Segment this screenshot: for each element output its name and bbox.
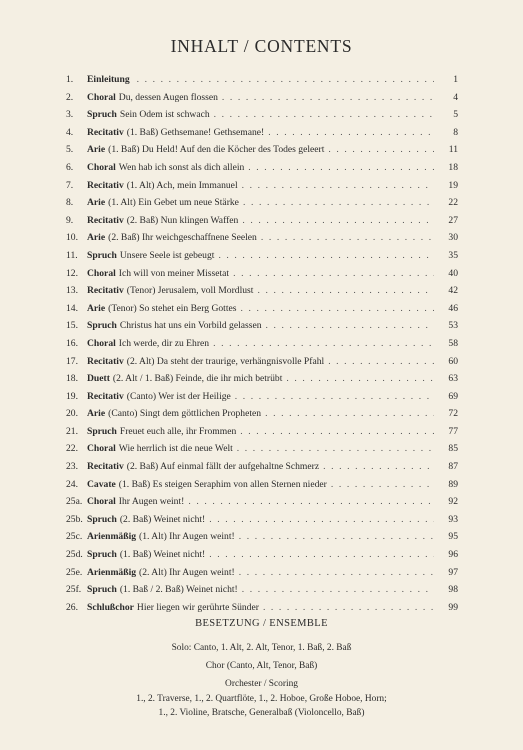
toc-entry	[66, 124, 458, 142]
entry-title: Unsere Seele ist gebeugt	[119, 249, 215, 261]
entry-type: Choral	[87, 161, 116, 173]
toc-entry	[66, 370, 458, 388]
entry-page-number: 1	[453, 74, 458, 85]
entry-type: Spruch	[87, 249, 117, 261]
entry-number: 13.	[66, 285, 78, 297]
entry-number: 25a.	[66, 496, 83, 508]
entry-type: Choral	[87, 91, 116, 103]
toc-entry	[66, 106, 458, 124]
entry-title: (Tenor) Jerusalem, voll Mordlust	[126, 285, 254, 297]
entry-number: 17.	[66, 355, 78, 367]
entry-page-number: 30	[448, 232, 458, 244]
entry-number: 26.	[66, 601, 78, 613]
dot-leader	[323, 458, 434, 476]
entry-number: 9.	[66, 214, 74, 226]
ensemble-chor: Chor (Canto, Alt, Tenor, Baß)	[205, 661, 318, 672]
dot-leader	[137, 71, 434, 89]
entry-number: 25f.	[66, 584, 82, 596]
entry-type: Recitativ	[87, 390, 124, 402]
entry-title: (2. Baß) Nun klingen Waffen	[126, 214, 239, 226]
entry-type: Duett	[87, 373, 110, 385]
dot-leader	[257, 282, 434, 300]
entry-type: Spruch	[87, 109, 117, 121]
dot-leader	[243, 194, 434, 212]
entry-type: Spruch	[87, 584, 117, 596]
entry-page-number: 96	[448, 549, 458, 561]
dot-leader	[237, 440, 434, 458]
entry-number: 22.	[66, 443, 78, 455]
entry-type: Arie	[87, 197, 106, 209]
entry-page-number: 4	[453, 91, 458, 103]
ensemble-orchester-heading: Orchester / Scoring	[225, 679, 298, 690]
entry-title: (1. Baß / 2. Baß) Weinet nicht!	[119, 584, 238, 596]
entry-type: Choral	[87, 267, 116, 279]
entry-title: (2. Alt) Da steht der traurige, verhängnisvolle Pfahl	[126, 355, 325, 367]
entry-page-number: 11	[448, 144, 458, 156]
entry-title: Freuet euch alle, ihr Frommen	[119, 425, 237, 437]
entry-title: Ich will von meiner Missetat	[118, 267, 230, 279]
toc-entry	[66, 265, 458, 283]
entry-number: 11.	[66, 249, 78, 261]
toc-entry	[66, 177, 458, 195]
entry-type: Einleitung	[87, 74, 130, 85]
entry-page-number: 63	[448, 373, 458, 385]
entry-title: (Canto) Singt dem göttlichen Propheten	[108, 408, 262, 420]
toc-entry	[66, 335, 458, 353]
entry-number: 16.	[66, 337, 78, 349]
entry-title: Du, dessen Augen flossen	[118, 91, 218, 103]
entry-type: Choral	[87, 496, 116, 508]
toc-entry	[66, 581, 458, 599]
dot-leader	[265, 405, 434, 423]
dot-leader	[239, 564, 434, 582]
toc-entry	[66, 300, 458, 318]
dot-leader	[239, 528, 434, 546]
dot-leader	[241, 300, 435, 318]
entry-page-number: 22	[448, 197, 458, 209]
toc-entry	[66, 493, 458, 511]
entry-number: 1.	[66, 74, 74, 85]
entry-type: Recitativ	[87, 461, 124, 473]
contents-list	[66, 71, 458, 616]
entry-page-number: 58	[448, 337, 458, 349]
ensemble-title: BESETZUNG / ENSEMBLE	[195, 618, 328, 629]
entry-page-number: 35	[448, 249, 458, 261]
toc-entry	[66, 511, 458, 529]
entry-title: (2. Baß) Ihr weichgeschaffnene Seelen	[108, 232, 257, 244]
entry-page-number: 95	[448, 531, 458, 543]
toc-entry	[66, 282, 458, 300]
entry-number: 24.	[66, 478, 78, 490]
entry-page-number: 46	[448, 302, 458, 314]
entry-number: 23.	[66, 461, 78, 473]
ensemble-section	[0, 618, 523, 720]
entry-number: 4.	[66, 126, 74, 138]
toc-entry	[66, 599, 458, 617]
dot-leader	[209, 546, 434, 564]
toc-entry	[66, 71, 458, 89]
entry-title: (Tenor) So stehet ein Berg Gottes	[108, 302, 237, 314]
entry-number: 2.	[66, 91, 74, 103]
entry-type: Spruch	[87, 549, 117, 561]
toc-entry	[66, 423, 458, 441]
entry-type: Recitativ	[87, 285, 124, 297]
entry-type: Recitativ	[87, 126, 124, 138]
entry-page-number: 40	[448, 267, 458, 279]
entry-page-number: 77	[448, 425, 458, 437]
toc-entry	[66, 388, 458, 406]
entry-title: Ich werde, dir zu Ehren	[118, 337, 210, 349]
entry-title: (2. Alt / 1. Baß) Feinde, die ihr mich betrübt	[112, 373, 283, 385]
entry-page-number: 99	[448, 601, 458, 613]
dot-leader	[218, 247, 434, 265]
entry-type: Arie	[87, 232, 106, 244]
entry-number: 3.	[66, 109, 74, 121]
entry-page-number: 53	[448, 320, 458, 332]
entry-number: 5.	[66, 144, 74, 156]
toc-entry	[66, 353, 458, 371]
dot-leader	[263, 599, 434, 617]
dot-leader	[328, 353, 434, 371]
entry-number: 25d.	[66, 549, 83, 561]
entry-title: Sein Odem ist schwach	[119, 109, 210, 121]
entry-title: (1. Baß) Es steigen Seraphim von allen Sternen nieder	[118, 478, 327, 490]
entry-type: Spruch	[87, 425, 117, 437]
ensemble-solo: Solo: Canto, 1. Alt, 2. Alt, Tenor, 1. Baß, 2. Baß	[171, 643, 352, 653]
toc-entry	[66, 458, 458, 476]
entry-number: 19.	[66, 390, 78, 402]
toc-entry	[66, 89, 458, 107]
dot-leader	[214, 106, 434, 124]
toc-entry	[66, 476, 458, 494]
entry-type: Recitativ	[87, 179, 124, 191]
entry-type: Choral	[87, 337, 116, 349]
entry-title: (2. Baß) Auf einmal fällt der aufgehaltne Schmerz	[126, 461, 320, 473]
entry-title: (1. Baß) Gethsemane! Gethsemane!	[126, 126, 265, 138]
entry-number: 25b.	[66, 513, 83, 525]
entry-title: (2. Baß) Weinet nicht!	[119, 513, 206, 525]
dot-leader	[328, 141, 434, 159]
entry-page-number: 98	[448, 584, 458, 596]
entry-title: Wie herrlich ist die neue Welt	[118, 443, 233, 455]
toc-entry	[66, 440, 458, 458]
ensemble-orchester-line-1: 1., 2. Traverse, 1., 2. Quartflöte, 1., 2. Hoboe, Große Hoboe, Horn;	[136, 693, 387, 704]
dot-leader	[188, 493, 434, 511]
dot-leader	[242, 177, 434, 195]
entry-number: 10.	[66, 232, 78, 244]
entry-page-number: 27	[448, 214, 458, 226]
dot-leader	[242, 581, 434, 599]
entry-page-number: 8	[453, 126, 458, 138]
entry-type: Recitativ	[87, 214, 124, 226]
toc-entry	[66, 564, 458, 582]
entry-title: (1. Baß) Du Held! Auf den die Köcher des Todes geleert	[108, 144, 325, 156]
toc-entry	[66, 141, 458, 159]
entry-title: Hier liegen wir gerührte Sünder	[136, 601, 259, 613]
toc-entry	[66, 528, 458, 546]
entry-number: 7.	[66, 179, 74, 191]
entry-page-number: 85	[448, 443, 458, 455]
entry-page-number: 72	[448, 408, 458, 420]
entry-page-number: 42	[448, 285, 458, 297]
entry-type: Arie	[87, 408, 106, 420]
entry-type: Choral	[87, 443, 116, 455]
entry-title: (1. Baß) Weinet nicht!	[119, 549, 206, 561]
entry-number: 25e.	[66, 566, 83, 578]
dot-leader	[266, 317, 434, 335]
entry-type: Arie	[87, 144, 106, 156]
dot-leader	[242, 212, 434, 230]
entry-type: Arienmäßig	[87, 531, 137, 543]
dot-leader	[286, 370, 434, 388]
dot-leader	[233, 265, 434, 283]
entry-title: Ihr Augen weint!	[118, 496, 185, 508]
entry-title: Christus hat uns ein Vorbild gelassen	[119, 320, 262, 332]
dot-leader	[209, 511, 434, 529]
entry-type: Spruch	[87, 320, 117, 332]
entry-page-number: 93	[448, 513, 458, 525]
entry-number: 20.	[66, 408, 78, 420]
entry-number: 14.	[66, 302, 78, 314]
entry-number: 18.	[66, 373, 78, 385]
entry-title: Wen hab ich sonst als dich allein	[118, 161, 245, 173]
toc-entry	[66, 247, 458, 265]
entry-type: Schlußchor	[87, 601, 134, 613]
entry-number: 12.	[66, 267, 78, 279]
entry-page-number: 60	[448, 355, 458, 367]
toc-entry	[66, 405, 458, 423]
toc-entry	[66, 159, 458, 177]
entry-number: 8.	[66, 197, 74, 209]
entry-page-number: 87	[448, 461, 458, 473]
dot-leader	[213, 335, 434, 353]
dot-leader	[248, 159, 434, 177]
dot-leader	[240, 423, 434, 441]
entry-title: (1. Alt) Ein Gebet um neue Stärke	[108, 197, 239, 209]
contents-title: INHALT / CONTENTS	[170, 36, 353, 56]
toc-entry	[66, 212, 458, 230]
entry-type: Arienmäßig	[87, 566, 137, 578]
entry-page-number: 89	[448, 478, 458, 490]
dot-leader	[331, 476, 434, 494]
entry-number: 6.	[66, 161, 74, 173]
entry-title: (Canto) Wer ist der Heilige	[126, 390, 231, 402]
toc-entry	[66, 229, 458, 247]
dot-leader	[235, 388, 434, 406]
entry-page-number: 69	[448, 390, 458, 402]
toc-entry	[66, 194, 458, 212]
entry-page-number: 92	[448, 496, 458, 508]
entry-type: Recitativ	[87, 355, 124, 367]
dot-leader	[222, 89, 434, 107]
entry-page-number: 18	[448, 161, 458, 173]
entry-title: (1. Alt) Ach, mein Immanuel	[126, 179, 238, 191]
dot-leader	[268, 124, 434, 142]
entry-type: Spruch	[87, 513, 117, 525]
entry-page-number: 5	[453, 109, 458, 121]
entry-page-number: 97	[448, 566, 458, 578]
entry-title: (2. Alt) Ihr Augen weint!	[139, 566, 235, 578]
entry-type: Arie	[87, 302, 106, 314]
dot-leader	[261, 229, 434, 247]
entry-page-number: 19	[448, 179, 458, 191]
entry-type: Cavate	[87, 478, 116, 490]
entry-number: 21.	[66, 425, 78, 437]
entry-number: 15.	[66, 320, 78, 332]
ensemble-orchester-line-2: 1., 2. Violine, Bratsche, Generalbaß (Violoncello, Baß)	[158, 707, 365, 718]
entry-title: (1. Alt) Ihr Augen weint!	[139, 531, 235, 543]
toc-entry	[66, 317, 458, 335]
entry-number: 25c.	[66, 531, 83, 543]
toc-entry	[66, 546, 458, 564]
